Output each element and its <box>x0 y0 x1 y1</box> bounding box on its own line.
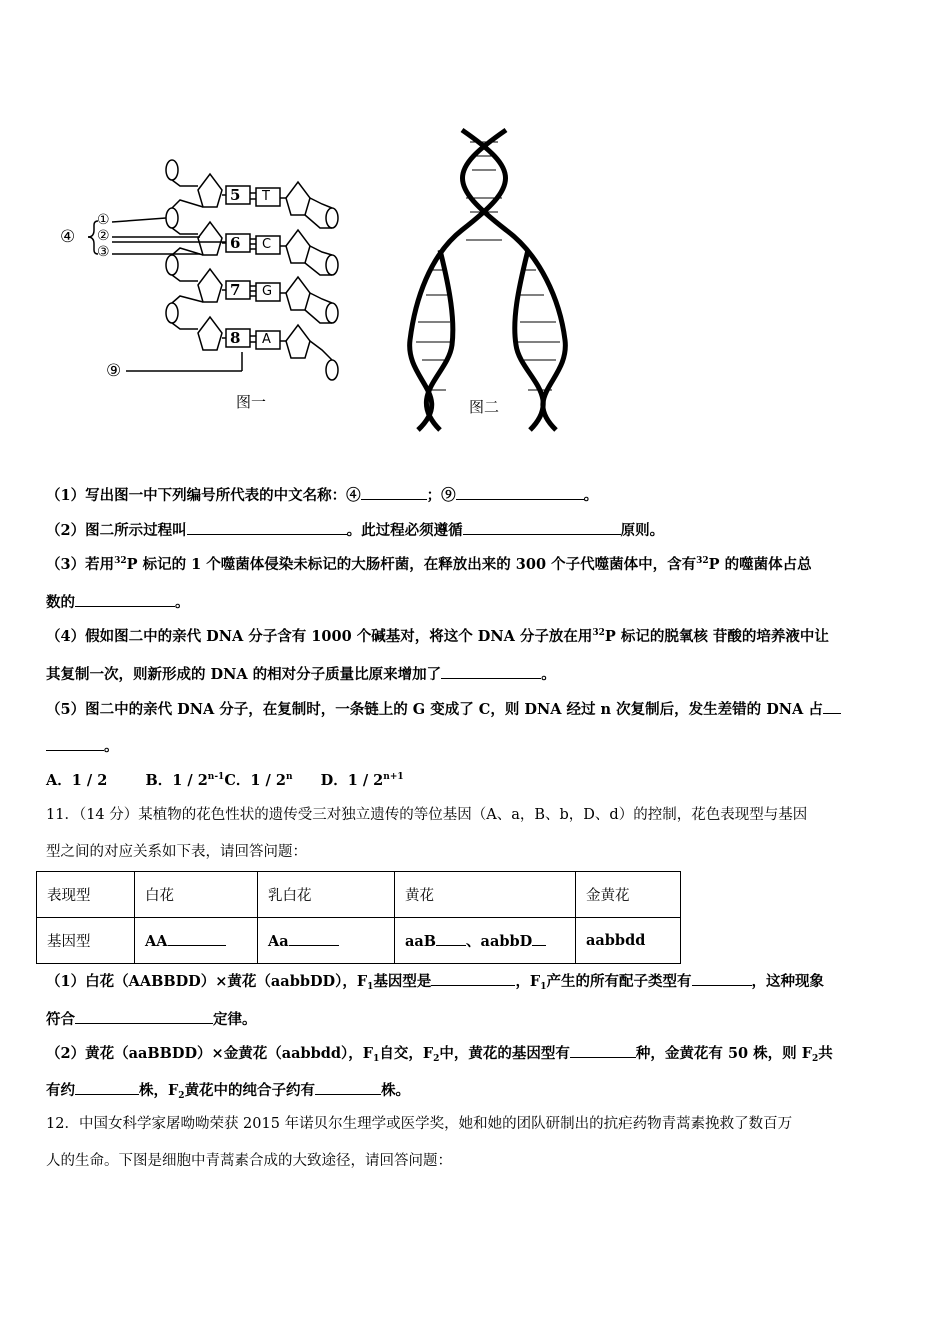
figure-1-dna-structure <box>0 0 950 450</box>
figure-1-number-5: 5 <box>230 186 241 204</box>
q10-blank-principle <box>463 520 621 535</box>
figure-1-label-1: ① <box>97 212 110 228</box>
q12-line2: 人的生命。下图是细胞中青蒿素合成的大致途径，请回答问题： <box>46 1153 452 1169</box>
table-cell: 白花 <box>135 872 258 918</box>
figure-1-number-8: 8 <box>230 329 241 347</box>
figure-1-caption: 图一 <box>236 393 267 411</box>
q11-part1: （1）白花（AABBDD）×黄花（aabbDD），$F_1$基因型是 ，$F_1$产生的所有配子类型有 ，这种现象 <box>46 973 824 992</box>
figure-1-base-a: A <box>262 332 271 347</box>
table-cell: 基因型 <box>37 918 135 964</box>
q11-blank-total <box>75 1080 139 1095</box>
q10-part5: （5）图二中的亲代 DNA 分子，在复制时，一条链上的 G 变成了 C，则 DNA 经过 n 次复制后，发生差错的 DNA 占 <box>46 699 916 720</box>
figure-1-base-c: C <box>262 237 272 252</box>
q11-blank-f1 <box>431 971 515 986</box>
figure-1-base-g: G <box>262 284 273 299</box>
q10-options <box>46 771 916 791</box>
option-b: B．1 / 2$^{n-1}$ <box>145 772 225 789</box>
q11-blank-homozygous <box>315 1080 381 1095</box>
q10-blank-4 <box>361 485 427 500</box>
table-header-row <box>37 872 681 918</box>
option-c: C．1 / 2$^n$ <box>224 772 293 789</box>
q11-part2: （2）黄花（aaBBDD）×金黄花（aabbdd），$F_1$自交，$F_2$中，黄花的基因型有 种，金黄花有 50 株，则 $F_2$共 <box>46 1045 833 1064</box>
q10-part3: （3）若用$^{32}$P 标记的 1 个噬菌体侵染未标记的大肠杆菌，在释放出来的 300 个子代噬菌体中，含有$^{32}$P 的噬菌体占总 <box>46 556 812 573</box>
table-cell: 表现型 <box>37 872 135 918</box>
table-row <box>37 918 681 964</box>
q10-part5-line2: 。 <box>46 736 916 757</box>
q12-line1: 12．中国女科学家屠呦呦荣获 2015 年诺贝尔生理学或医学奖，她和她的团队研制出的抗疟药物青蒿素挽救了数百万 <box>46 1116 793 1132</box>
q10-blank-ratio <box>75 592 175 607</box>
q10-part2: （2）图二所示过程叫 。此过程必须遵循 原则。 <box>46 522 665 539</box>
q11-part1-line2: 符合 定律。 <box>46 1011 257 1028</box>
table-cell: 黄花 <box>395 872 576 918</box>
q11-blank-genotypes <box>570 1043 636 1058</box>
figure-1-number-6: 6 <box>230 234 241 252</box>
figures-area <box>0 0 950 450</box>
table-cell: 乳白花 <box>258 872 395 918</box>
table-cell: aabbdd <box>576 918 681 964</box>
option-a: A．1 / 2 <box>46 772 108 789</box>
q11-intro-line2: 型之间的对应关系如下表，请回答问题： <box>46 844 307 860</box>
figure-1-label-9: ⑨ <box>106 361 122 381</box>
q10-part4-line2: 其复制一次，则新形成的 DNA 的相对分子质量比原来增加了 。 <box>46 666 556 683</box>
q11-intro-line1: 11．（14 分）某植物的花色性状的遗传受三对独立遗传的等位基因（A、a，B、b，D、d）的控制，花色表现型与基因 <box>46 807 808 823</box>
figure-1-label-2: ② <box>97 228 110 244</box>
q10-part3-line2: 数的 。 <box>46 594 190 611</box>
table-cell: aaB 、aabbD <box>395 918 576 964</box>
q11-part2-line2: 有约 株，$F_2$黄花中的纯合子约有 株。 <box>46 1082 411 1101</box>
q11-blank-law <box>75 1009 213 1024</box>
q10-blank-mass <box>441 664 541 679</box>
q11-blank-gametes <box>692 971 752 986</box>
q10-blank-error-cont <box>46 736 104 751</box>
table-cell: AA <box>135 918 258 964</box>
figure-1-label-3: ③ <box>97 244 110 260</box>
figure-1-label-4: ④ <box>60 227 76 247</box>
q11-genotype-table <box>36 871 681 964</box>
table-cell: 金黄花 <box>576 872 681 918</box>
option-d: D．$1 / 2^{n+1}$ <box>320 772 404 789</box>
q10-blank-process <box>187 520 347 535</box>
table-cell: Aa <box>258 918 395 964</box>
q10-blank-9 <box>456 485 584 500</box>
figure-1-number-7: 7 <box>230 281 241 299</box>
figure-2-caption: 图二 <box>469 398 500 416</box>
q10-blank-error <box>823 699 841 714</box>
q10-part1: （1）写出图一中下列编号所代表的中文名称：④ ；⑨ 。 <box>46 487 599 504</box>
figure-1-base-t: T <box>262 189 270 204</box>
q10-part4: （4）假如图二中的亲代 DNA 分子含有 1000 个碱基对，将这个 DNA 分子放在用$^{32}$P 标记的脱氧核 苷酸的培养液中让 <box>46 628 829 645</box>
